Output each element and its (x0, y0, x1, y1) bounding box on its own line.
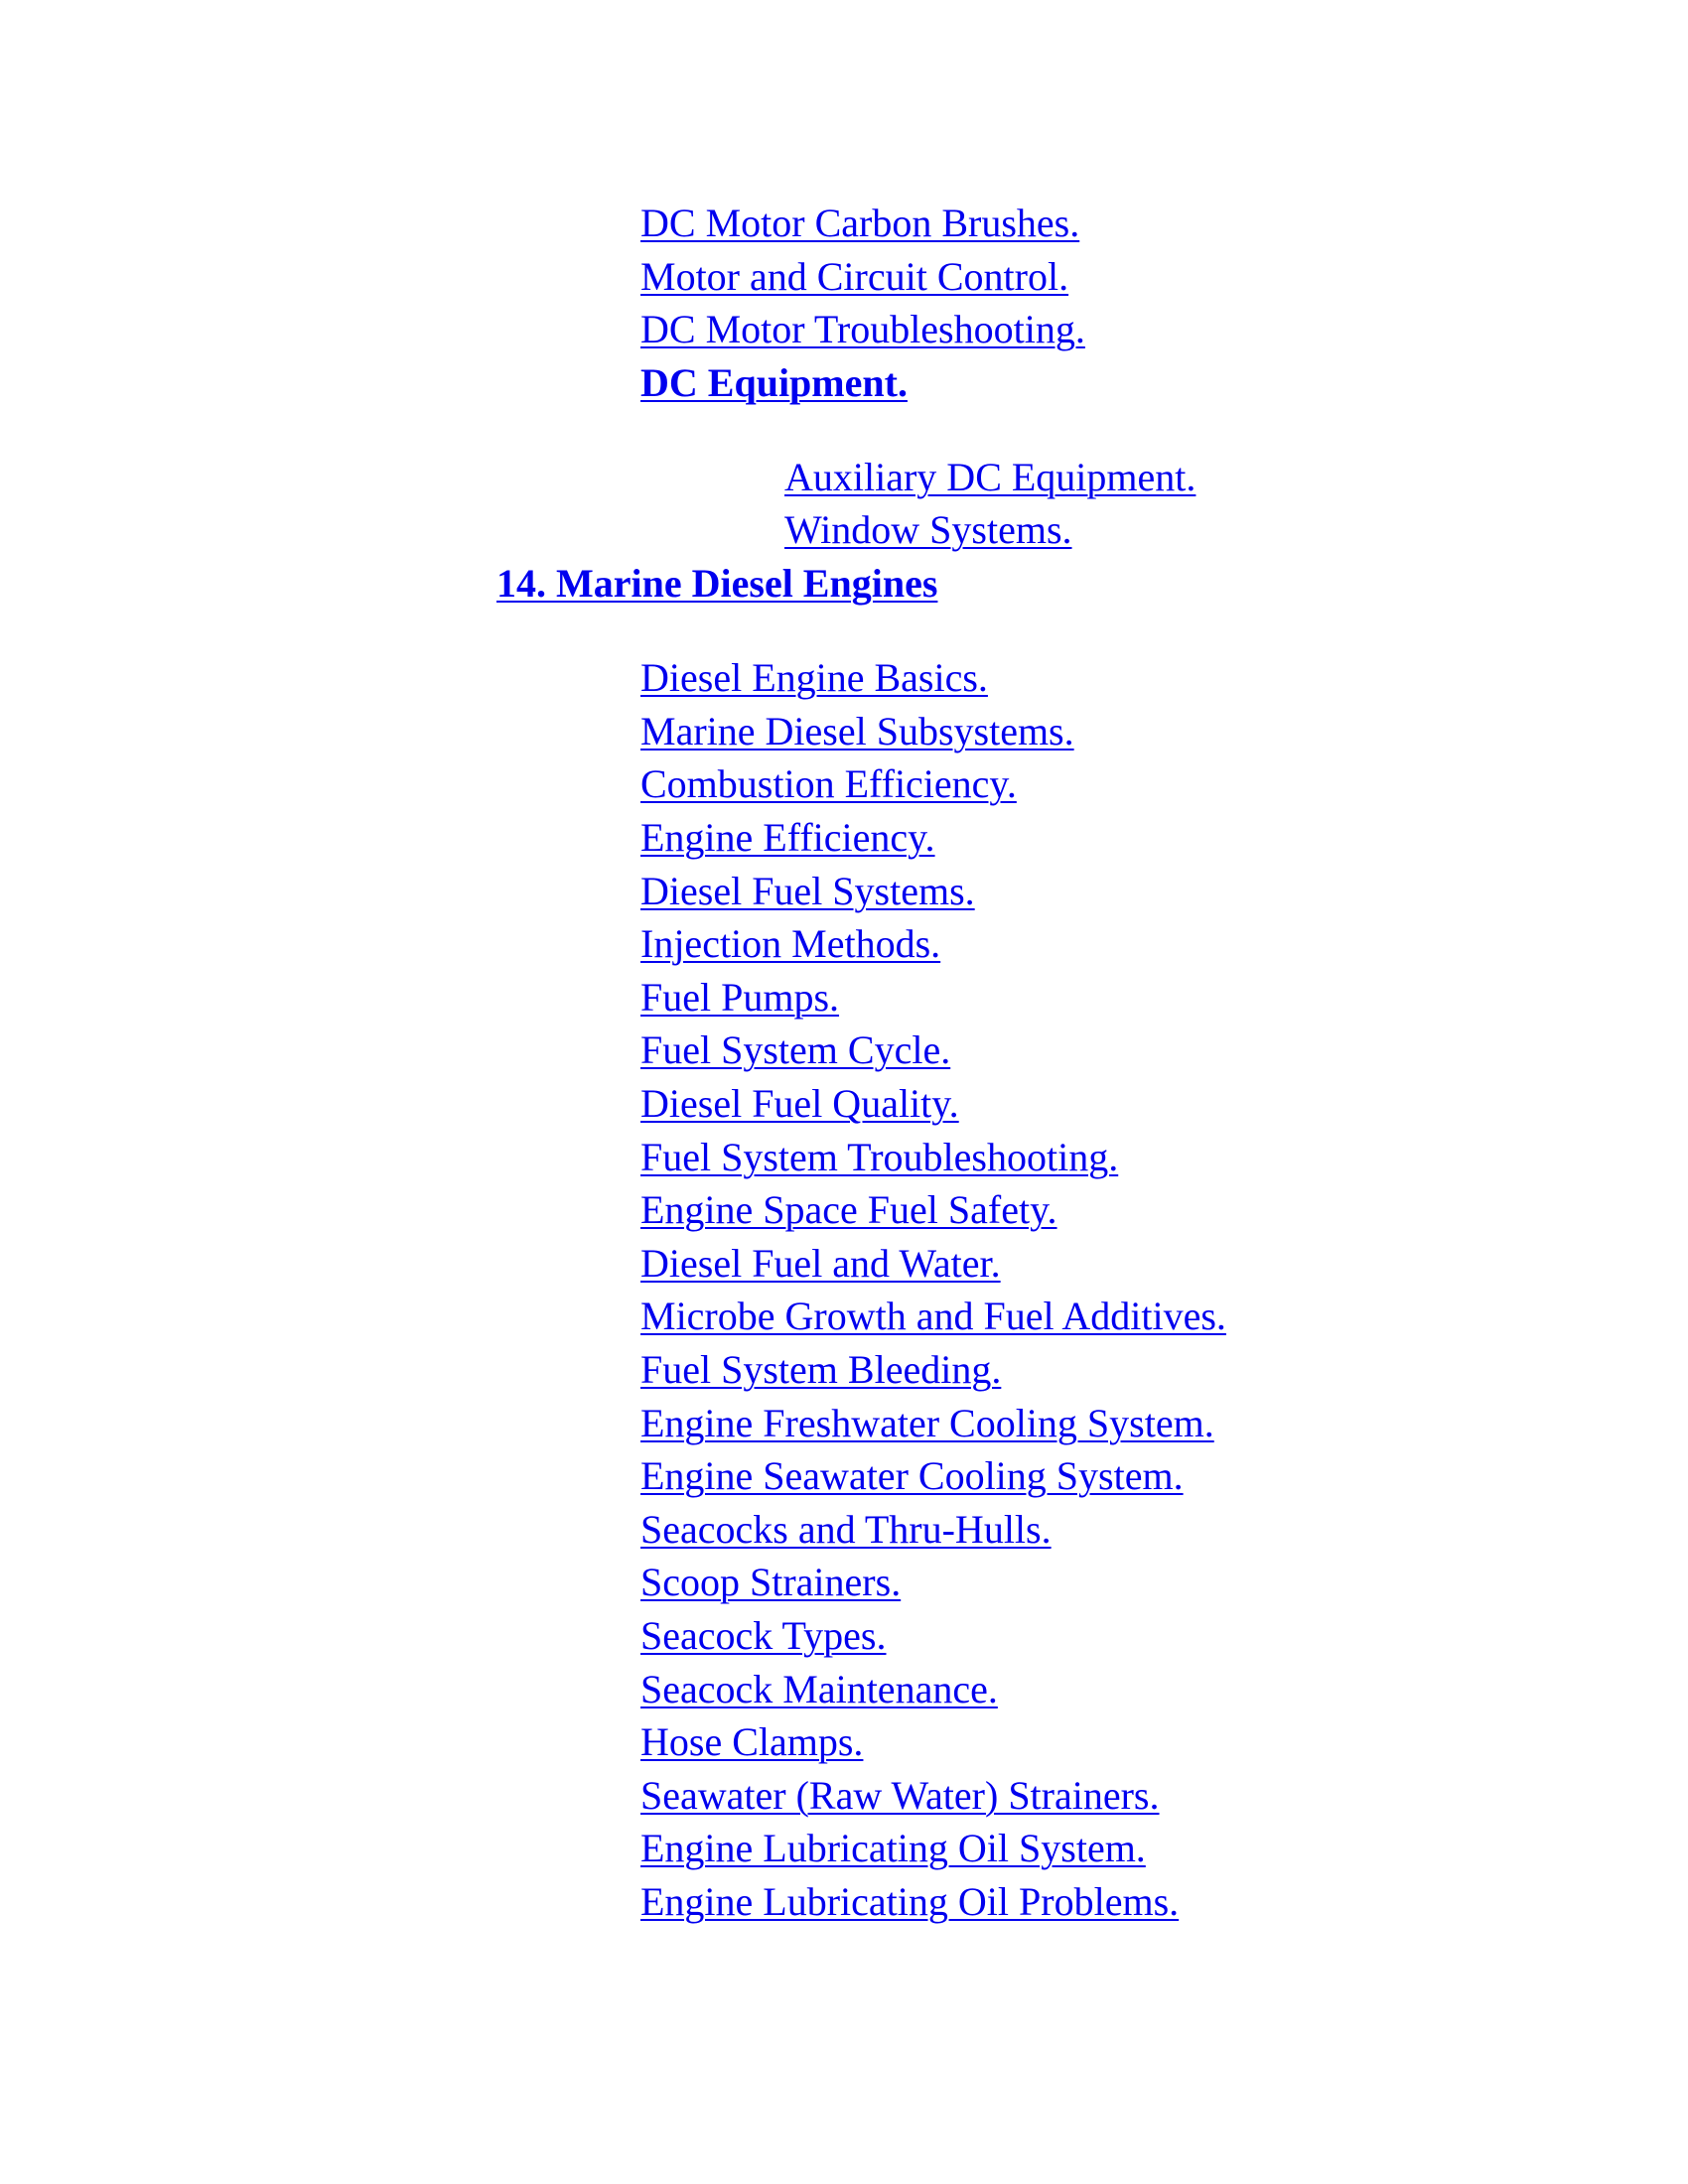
toc-link-auxiliary-dc-equipment[interactable]: Auxiliary DC Equipment. (784, 455, 1196, 499)
toc-link-dc-motor-carbon-brushes[interactable]: DC Motor Carbon Brushes. (640, 201, 1080, 245)
toc-link-combustion-efficiency[interactable]: Combustion Efficiency. (640, 761, 1017, 806)
toc-link-motor-and-circuit-control[interactable]: Motor and Circuit Control. (640, 254, 1069, 299)
toc-link-marine-diesel-subsystems[interactable]: Marine Diesel Subsystems. (640, 709, 1074, 753)
toc-link-scoop-strainers[interactable]: Scoop Strainers. (640, 1560, 902, 1604)
toc-link-engine-lubricating-oil-problems[interactable]: Engine Lubricating Oil Problems. (640, 1879, 1180, 1924)
toc-link-engine-lubricating-oil-system[interactable]: Engine Lubricating Oil System. (640, 1826, 1146, 1870)
toc-link-hose-clamps[interactable]: Hose Clamps. (640, 1719, 864, 1764)
toc-link-seacocks-and-thru-hulls[interactable]: Seacocks and Thru-Hulls. (640, 1507, 1052, 1552)
toc-link-injection-methods[interactable]: Injection Methods. (640, 921, 941, 966)
toc-link-diesel-fuel-quality[interactable]: Diesel Fuel Quality. (640, 1081, 959, 1126)
toc-link-diesel-fuel-systems[interactable]: Diesel Fuel Systems. (640, 869, 975, 913)
toc-link-dc-motor-troubleshooting[interactable]: DC Motor Troubleshooting. (640, 307, 1085, 351)
toc-heading-chapter-14[interactable]: 14. Marine Diesel Engines (496, 561, 938, 606)
toc-link-engine-freshwater-cooling-system[interactable]: Engine Freshwater Cooling System. (640, 1401, 1214, 1445)
toc-link-engine-space-fuel-safety[interactable]: Engine Space Fuel Safety. (640, 1187, 1057, 1232)
toc-link-diesel-engine-basics[interactable]: Diesel Engine Basics. (640, 655, 988, 700)
toc-link-engine-efficiency[interactable]: Engine Efficiency. (640, 815, 935, 860)
toc-heading-dc-equipment[interactable]: DC Equipment. (640, 360, 908, 405)
toc-link-diesel-fuel-and-water[interactable]: Diesel Fuel and Water. (640, 1241, 1001, 1286)
toc-link-seacock-types[interactable]: Seacock Types. (640, 1613, 887, 1658)
toc-link-seawater-raw-water-strainers[interactable]: Seawater (Raw Water) Strainers. (640, 1773, 1160, 1818)
toc-link-fuel-pumps[interactable]: Fuel Pumps. (640, 975, 840, 1020)
toc-link-microbe-growth-and-fuel-additives[interactable]: Microbe Growth and Fuel Additives. (640, 1294, 1226, 1338)
toc-link-fuel-system-cycle[interactable]: Fuel System Cycle. (640, 1027, 951, 1072)
toc-link-fuel-system-bleeding[interactable]: Fuel System Bleeding. (640, 1347, 1002, 1392)
toc-link-window-systems[interactable]: Window Systems. (784, 507, 1072, 552)
toc-link-seacock-maintenance[interactable]: Seacock Maintenance. (640, 1667, 998, 1711)
toc-link-engine-seawater-cooling-system[interactable]: Engine Seawater Cooling System. (640, 1453, 1184, 1498)
toc-link-fuel-system-troubleshooting[interactable]: Fuel System Troubleshooting. (640, 1135, 1119, 1179)
